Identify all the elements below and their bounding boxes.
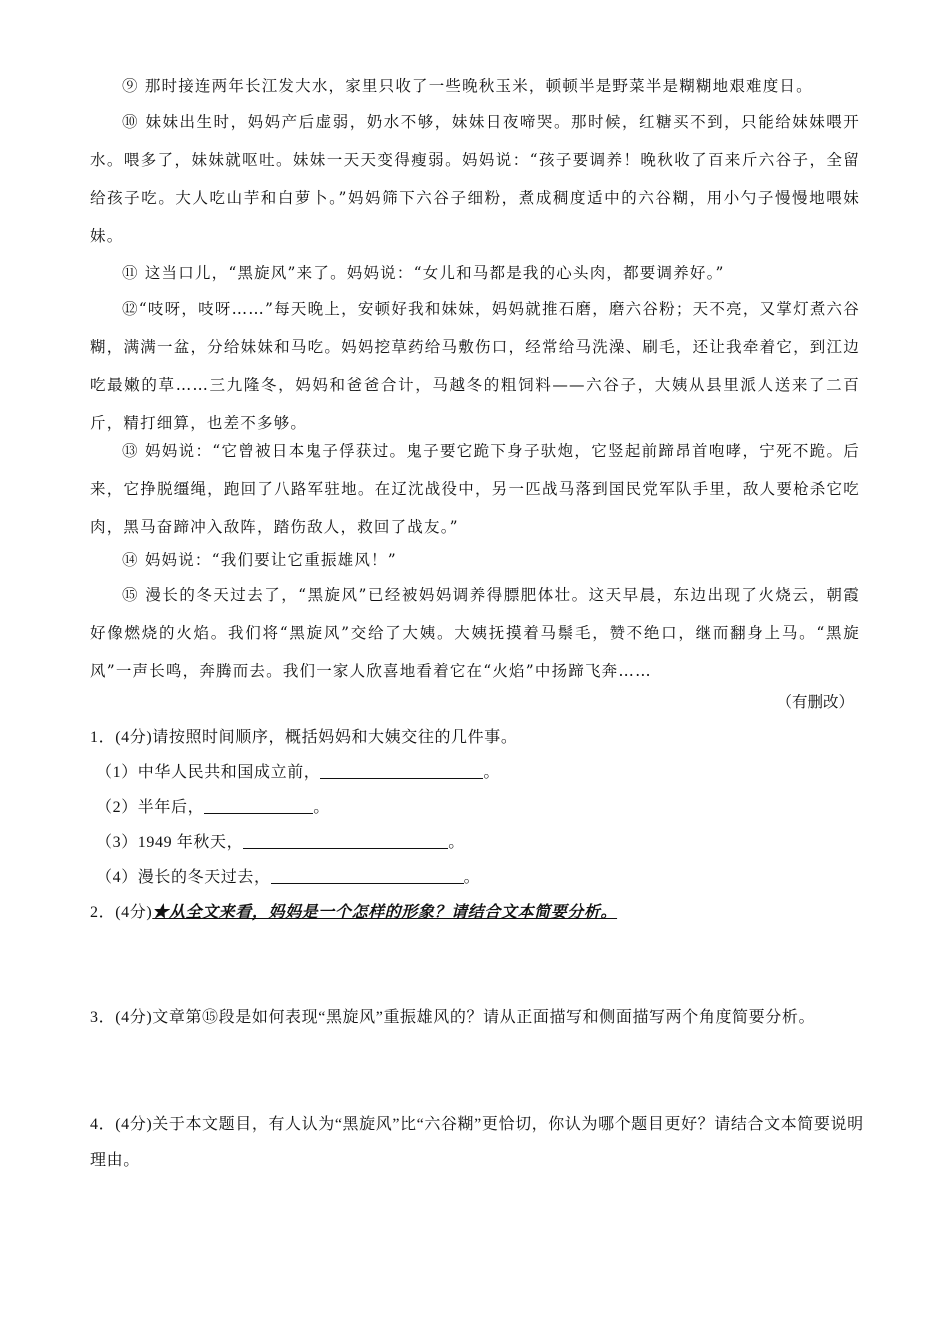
paragraph-13	[90, 432, 860, 546]
paragraph-10-text: ⑩ 妹妹出生时，妈妈产后虚弱，奶水不够，妹妹日夜啼哭。那时候，红糖买不到，只能给妹妹喂开水。喂多了，妹妹就呕吐。妹妹一天天变得瘦弱。妈妈说：“孩子要调养！晚秋收了百来斤六谷子，全留给孩子吃。大人吃山芋和白萝卜。”妈妈筛下六谷子细粉，煮成稠度适中的六谷糊，用小勺子慢慢地喂妹妹。	[90, 113, 860, 245]
answer-blank-2[interactable]	[204, 795, 313, 814]
question-4: 4．(4分)关于本文题目，有人认为“黑旋风”比“六谷糊”更恰切，你认为哪个题目更好？请结合文本简要说明理由。	[90, 1116, 864, 1169]
question-1-item-3	[96, 828, 871, 858]
paragraph-12-text: ⑫“吱呀，吱呀……”每天晚上，安顿好我和妹妹，妈妈就推石磨，磨六谷粉；天不亮，又掌灯煮六谷糊，满满一盆，分给妹妹和马吃。妈妈挖草药给马敷伤口，经常给马洗澡、刷毛，还让我牵着它，到江边吃最嫩的草……三九隆冬，妈妈和爸爸合计，马越冬的粗饲料——六谷子，大姨从县里派人送来了二百斤，精打细算，也差不多够。	[90, 300, 860, 432]
answer-blank-4[interactable]	[271, 865, 464, 884]
item-1-end: 。	[483, 764, 501, 781]
item-2-end: 。	[313, 799, 330, 816]
question-1-item-1	[96, 758, 871, 788]
question-1-item-4	[96, 863, 871, 893]
paragraph-9	[90, 67, 860, 105]
question-2-number: 2．(4分)	[90, 904, 153, 921]
question-2-text: ★从全文来看，妈妈是一个怎样的形象？请结合文本简要分析。	[152, 904, 618, 921]
paragraph-10	[90, 103, 860, 255]
paragraph-11-text: ⑪ 这当口儿，“黑旋风”来了。妈妈说：“女儿和马都是我的心头肉，都要调养好。”	[122, 264, 725, 282]
paragraph-14-text: ⑭ 妈妈说：“我们要让它重振雄风！”	[122, 551, 397, 569]
source-note: （有删改）	[776, 693, 854, 711]
item-3-end: 。	[448, 834, 465, 851]
question-3: 3．(4分)文章第⑮段是如何表现“黑旋风”重振雄风的？请从正面描写和侧面描写两个角度简要分析。	[90, 1009, 816, 1026]
paragraph-12	[90, 290, 860, 442]
answer-blank-1[interactable]	[320, 760, 483, 779]
item-4-lead: （4）漫长的冬天过去，	[96, 869, 271, 886]
paragraph-15	[90, 576, 860, 690]
item-3-lead: （3）1949 年秋天，	[96, 834, 244, 851]
item-1-lead: （1）中华人民共和国成立前，	[96, 764, 321, 781]
answer-blank-3[interactable]	[243, 830, 448, 849]
question-1-item-2	[96, 793, 871, 823]
paragraph-11	[90, 254, 860, 292]
paragraph-9-text: ⑨ 那时接连两年长江发大水，家里只收了一些晚秋玉米，顿顿半是野菜半是糊糊地艰难度日。	[122, 77, 813, 95]
paragraph-14	[90, 541, 860, 579]
paragraph-15-text: ⑮ 漫长的冬天过去了，“黑旋风”已经被妈妈调养得膘肥体壮。这天早晨，东边出现了火烧云，朝霞好像燃烧的火焰。我们将“黑旋风”交给了大姨。大姨抚摸着马鬃毛，赞不绝口，继而翻身上马。“黑旋风”一声长鸣，奔腾而去。我们一家人欣喜地看着它在“火焰”中扬蹄飞奔……	[90, 586, 860, 680]
question-1: 1．(4分)请按照时间顺序，概括妈妈和大姨交往的几件事。	[90, 729, 518, 746]
item-4-end: 。	[463, 869, 481, 886]
question-2	[90, 898, 865, 928]
paragraph-13-text: ⑬ 妈妈说：“它曾被日本鬼子俘获过。鬼子要它跪下身子驮炮，它竖起前蹄昂首咆哮，宁死不跪。后来，它挣脱缰绳，跑回了八路军驻地。在辽沈战役中，另一匹战马落到国民党军队手里，敌人要枪杀它吃肉，黑马奋蹄冲入敌阵，踏伤敌人，救回了战友。”	[90, 442, 860, 536]
item-2-lead: （2）半年后，	[96, 799, 205, 816]
